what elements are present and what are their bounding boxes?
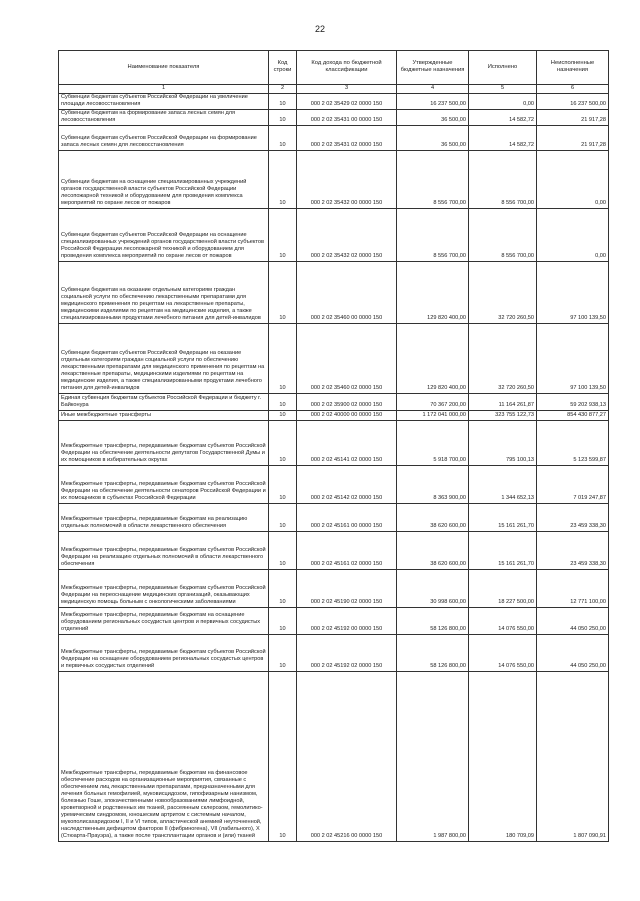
- row-approved: 58 126 800,00: [397, 635, 469, 672]
- table-row: [59, 421, 609, 466]
- row-approved: 38 620 600,00: [397, 504, 469, 532]
- table-row: [59, 94, 609, 110]
- row-approved: 8 556 700,00: [397, 209, 469, 262]
- table-row: [59, 672, 609, 842]
- row-classification: 000 2 02 35431 00 0000 150: [297, 110, 397, 126]
- row-name: Межбюджетные трансферты, передаваемые бюджетам на реализацию отдельных полномочий в области лекарственного обеспечения: [59, 504, 269, 532]
- row-name: Субвенции бюджетам на формирование запаса лесных семян для лесовосстановления: [59, 110, 269, 126]
- header-line-code: Код строки: [269, 51, 297, 85]
- row-name: Субвенции бюджетам субъектов Российской Федерации на оснащение специализированных учреждений органов государственной власти субъектов Российской Федерации лесопожарной техникой и оборудованием для проведения комплекса мероприятий по охране лесов от пожаров: [59, 209, 269, 262]
- row-classification: 000 2 02 35460 02 0000 150: [297, 324, 397, 394]
- row-classification: 000 2 02 45192 00 0000 150: [297, 608, 397, 635]
- row-executed: 795 100,13: [469, 421, 537, 466]
- row-name: Субвенции бюджетам субъектов Российской Федерации на формирование запаса лесных семян для лесовосстановления: [59, 126, 269, 151]
- table-row: [59, 151, 609, 209]
- row-name: Межбюджетные трансферты, передаваемые бюджетам на оснащение оборудованием региональных сосудистых центров и первичных сосудистых отделений: [59, 608, 269, 635]
- row-code: 10: [269, 94, 297, 110]
- table-row: [59, 262, 609, 324]
- table-row: [59, 635, 609, 672]
- row-unexecuted: 23 459 338,30: [537, 504, 609, 532]
- row-code: 10: [269, 421, 297, 466]
- row-approved: 8 363 900,00: [397, 466, 469, 504]
- row-executed: 18 227 500,00: [469, 570, 537, 608]
- row-executed: 15 161 261,70: [469, 504, 537, 532]
- row-code: 10: [269, 411, 297, 421]
- table-row: [59, 466, 609, 504]
- row-approved: 16 237 500,00: [397, 94, 469, 110]
- row-classification: 000 2 02 35431 02 0000 150: [297, 126, 397, 151]
- row-unexecuted: 1 807 090,91: [537, 672, 609, 842]
- row-executed: 0,00: [469, 94, 537, 110]
- header-unexecuted: Неисполненные назначения: [537, 51, 609, 85]
- column-number: 4: [397, 85, 469, 94]
- column-number: 2: [269, 85, 297, 94]
- row-approved: 8 556 700,00: [397, 151, 469, 209]
- row-name: Межбюджетные трансферты, передаваемые бюджетам на финансовое обеспечение расходов на организационные мероприятия, связанные с обеспечением лиц лекарственными препаратами, предназначенными для лечения больных гемофилией, муковисцидозом, гипофизарным нанизмом, болезнью Гоше, злокачественными новообразованиями лимфоидной, кроветворной и родственных им тканей, рассеянным склерозом, гемолитико-уремическим синдромом, юношеским артритом с системным началом, мукополисахаридозом I, II и VI типов, апластической анемией неуточненной, наследственным дефицитом факторов II (фибриногена), VII (лабильного), X (Стюарта-Прауэра), а также после трансплантации органов и (или) тканей: [59, 672, 269, 842]
- row-name: Субвенции бюджетам на оказание отдельным категориям граждан социальной услуги по обеспечению лекарственными препаратами для медицинского применения по рецептам на лекарственные препараты, медицинскими изделиями по рецептам на медицинские изделия, а также специализированными продуктами лечебного питания для детей-инвалидов: [59, 262, 269, 324]
- row-classification: 000 2 02 45190 02 0000 150: [297, 570, 397, 608]
- row-unexecuted: 7 019 247,87: [537, 466, 609, 504]
- row-unexecuted: 23 459 338,30: [537, 532, 609, 570]
- row-executed: 14 076 550,00: [469, 635, 537, 672]
- table-row: [59, 324, 609, 394]
- row-code: 10: [269, 532, 297, 570]
- table-row: [59, 608, 609, 635]
- row-executed: 14 076 550,00: [469, 608, 537, 635]
- row-approved: 36 500,00: [397, 126, 469, 151]
- row-name: Единая субвенция бюджетам субъектов Российской Федерации и бюджету г. Байконура: [59, 394, 269, 411]
- row-code: 10: [269, 110, 297, 126]
- table-row: [59, 110, 609, 126]
- row-classification: 000 2 02 35432 02 0000 150: [297, 209, 397, 262]
- table-row: [59, 532, 609, 570]
- row-code: 10: [269, 504, 297, 532]
- row-name: Межбюджетные трансферты, передаваемые бюджетам субъектов Российской Федерации на обеспечение деятельности сенаторов Российской Федерации и их помощников в субъектах Российской Федерации: [59, 466, 269, 504]
- header-indicator-name: Наименование показателя: [59, 51, 269, 85]
- row-executed: 32 720 260,50: [469, 262, 537, 324]
- row-executed: 180 709,09: [469, 672, 537, 842]
- row-code: 10: [269, 126, 297, 151]
- row-approved: 5 918 700,00: [397, 421, 469, 466]
- page-number: 22: [314, 24, 325, 34]
- row-name: Иные межбюджетные трансферты: [59, 411, 269, 421]
- column-number: 5: [469, 85, 537, 94]
- row-unexecuted: 0,00: [537, 151, 609, 209]
- row-code: 10: [269, 466, 297, 504]
- table-row: [59, 504, 609, 532]
- row-classification: 000 2 02 35432 00 0000 150: [297, 151, 397, 209]
- row-classification: 000 2 02 35460 00 0000 150: [297, 262, 397, 324]
- row-unexecuted: 44 050 250,00: [537, 635, 609, 672]
- row-approved: 1 987 800,00: [397, 672, 469, 842]
- table-row: [59, 411, 609, 421]
- row-unexecuted: 12 771 100,00: [537, 570, 609, 608]
- row-classification: 000 2 02 45141 02 0000 150: [297, 421, 397, 466]
- row-executed: 32 720 260,50: [469, 324, 537, 394]
- row-classification: 000 2 02 45216 00 0000 150: [297, 672, 397, 842]
- row-classification: 000 2 02 45142 02 0000 150: [297, 466, 397, 504]
- table-row: [59, 394, 609, 411]
- row-code: 10: [269, 324, 297, 394]
- row-code: 10: [269, 635, 297, 672]
- row-name: Межбюджетные трансферты, передаваемые бюджетам субъектов Российской Федерации на реализацию отдельных полномочий в области лекарственного обеспечения: [59, 532, 269, 570]
- row-classification: 000 2 02 40000 00 0000 150: [297, 411, 397, 421]
- row-code: 10: [269, 394, 297, 411]
- row-executed: 14 582,72: [469, 126, 537, 151]
- row-executed: 8 556 700,00: [469, 151, 537, 209]
- row-name: Межбюджетные трансферты, передаваемые бюджетам субъектов Российской Федерации на переоснащение медицинских организаций, оказывающих медицинскую помощь больным с онкологическими заболеваниями: [59, 570, 269, 608]
- row-name: Межбюджетные трансферты, передаваемые бюджетам субъектов Российской Федерации на оснащение оборудованием региональных сосудистых центров и первичных сосудистых отделений: [59, 635, 269, 672]
- row-classification: 000 2 02 35429 02 0000 150: [297, 94, 397, 110]
- column-number: 3: [297, 85, 397, 94]
- row-approved: 58 126 800,00: [397, 608, 469, 635]
- header-approved: Утвержденные бюджетные назначения: [397, 51, 469, 85]
- row-code: 10: [269, 262, 297, 324]
- row-code: 10: [269, 672, 297, 842]
- column-number: 6: [537, 85, 609, 94]
- row-name: Субвенции бюджетам на оснащение специализированных учреждений органов государственной власти субъектов Российской Федерации лесопожарной техникой и оборудованием для проведения комплекса мероприятий по охране лесов от пожаров: [59, 151, 269, 209]
- row-approved: 70 367 200,00: [397, 394, 469, 411]
- row-unexecuted: 44 050 250,00: [537, 608, 609, 635]
- row-classification: 000 2 02 45161 00 0000 150: [297, 504, 397, 532]
- row-unexecuted: 0,00: [537, 209, 609, 262]
- row-name: Межбюджетные трансферты, передаваемые бюджетам субъектов Российской Федерации на обеспечение деятельности депутатов Государственной Думы и их помощников в избирательных округах: [59, 421, 269, 466]
- row-executed: 11 164 261,87: [469, 394, 537, 411]
- row-executed: 1 344 652,13: [469, 466, 537, 504]
- row-approved: 129 820 400,00: [397, 324, 469, 394]
- row-classification: 000 2 02 45192 02 0000 150: [297, 635, 397, 672]
- row-unexecuted: 21 917,28: [537, 126, 609, 151]
- row-executed: 14 582,72: [469, 110, 537, 126]
- header-income-code: Код дохода по бюджетной классификации: [297, 51, 397, 85]
- row-code: 10: [269, 608, 297, 635]
- row-executed: 323 755 122,73: [469, 411, 537, 421]
- row-name: Субвенции бюджетам субъектов Российской Федерации на увеличение площади лесовосстановления: [59, 94, 269, 110]
- row-approved: 36 500,00: [397, 110, 469, 126]
- row-name: Субвенции бюджетам субъектов Российской Федерации на оказание отдельным категориям граждан социальной услуги по обеспечению лекарственными препаратами для медицинского применения по рецептам на лекарственные препараты, медицинскими изделиями по рецептам на медицинские изделия, а также специализированными продуктами лечебного питания для детей-инвалидов: [59, 324, 269, 394]
- table-row: [59, 570, 609, 608]
- table-header-row: [59, 51, 609, 85]
- row-classification: 000 2 02 45161 02 0000 150: [297, 532, 397, 570]
- row-approved: 30 998 600,00: [397, 570, 469, 608]
- row-unexecuted: 5 123 599,87: [537, 421, 609, 466]
- row-code: 10: [269, 570, 297, 608]
- budget-execution-table: [58, 50, 609, 842]
- row-unexecuted: 16 237 500,00: [537, 94, 609, 110]
- row-unexecuted: 97 100 139,50: [537, 262, 609, 324]
- row-code: 10: [269, 151, 297, 209]
- row-approved: 129 820 400,00: [397, 262, 469, 324]
- row-classification: 000 2 02 35900 02 0000 150: [297, 394, 397, 411]
- row-unexecuted: 21 917,28: [537, 110, 609, 126]
- table-row: [59, 209, 609, 262]
- table-row: [59, 126, 609, 151]
- header-executed: Исполнено: [469, 51, 537, 85]
- row-approved: 38 620 600,00: [397, 532, 469, 570]
- column-number: 1: [59, 85, 269, 94]
- row-code: 10: [269, 209, 297, 262]
- row-executed: 15 161 261,70: [469, 532, 537, 570]
- column-numbers-row: [59, 85, 609, 94]
- row-unexecuted: 854 430 877,27: [537, 411, 609, 421]
- row-approved: 1 172 041 000,00: [397, 411, 469, 421]
- row-executed: 8 556 700,00: [469, 209, 537, 262]
- row-unexecuted: 97 100 139,50: [537, 324, 609, 394]
- row-unexecuted: 59 202 938,13: [537, 394, 609, 411]
